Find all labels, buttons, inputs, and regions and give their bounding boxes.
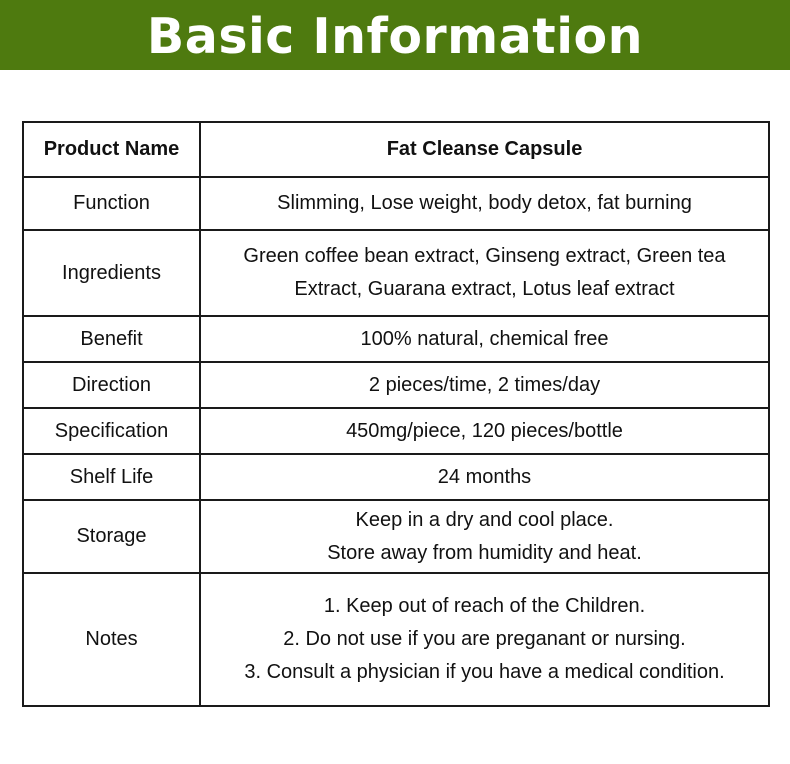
table-row xyxy=(23,230,769,316)
row-value-notes xyxy=(200,573,769,706)
row-value-line: Extract, Guarana extract, Lotus leaf extract xyxy=(294,278,675,300)
row-value-line: 1. Keep out of reach of the Children. xyxy=(323,595,646,617)
row-value-storage xyxy=(200,500,769,573)
row-value-line: Green coffee bean extract, Ginseng extract, Green tea xyxy=(243,245,726,267)
row-label-direction: Direction xyxy=(23,362,200,408)
table-header-row xyxy=(23,122,769,177)
row-value-ingredients xyxy=(200,230,769,316)
page-title: Basic Information xyxy=(146,7,644,65)
product-info-table xyxy=(22,121,770,707)
row-value-line: 450mg/piece, 120 pieces/bottle xyxy=(346,419,623,442)
row-label-specification: Specification xyxy=(23,408,200,454)
row-value-line: 2 pieces/time, 2 times/day xyxy=(368,373,601,396)
table-row xyxy=(23,500,769,573)
row-value-shelf-life xyxy=(200,454,769,500)
row-label-notes: Notes xyxy=(23,573,200,706)
table-row xyxy=(23,408,769,454)
row-label-benefit: Benefit xyxy=(23,316,200,362)
row-value-line: 100% natural, chemical free xyxy=(360,327,609,350)
title-banner xyxy=(0,0,790,70)
row-label-storage: Storage xyxy=(23,500,200,573)
row-value-function xyxy=(200,177,769,230)
table-row xyxy=(23,454,769,500)
row-value-line: 3. Consult a physician if you have a medical condition. xyxy=(244,661,725,683)
header-value-cell: Fat Cleanse Capsule xyxy=(200,122,769,177)
row-value-line: Keep in a dry and cool place. xyxy=(355,508,614,531)
row-value-line: 24 months xyxy=(437,465,532,488)
row-value-benefit xyxy=(200,316,769,362)
row-label-function: Function xyxy=(23,177,200,230)
row-label-shelf-life: Shelf Life xyxy=(23,454,200,500)
row-value-line: 2. Do not use if you are preganant or nursing. xyxy=(283,628,686,650)
row-value-direction xyxy=(200,362,769,408)
header-label-cell: Product Name xyxy=(23,122,200,177)
row-value-specification xyxy=(200,408,769,454)
row-label-ingredients: Ingredients xyxy=(23,230,200,316)
table-row xyxy=(23,362,769,408)
row-value-line: Slimming, Lose weight, body detox, fat burning xyxy=(277,192,692,214)
table-row xyxy=(23,316,769,362)
row-value-line: Store away from humidity and heat. xyxy=(327,541,642,564)
table-row xyxy=(23,573,769,706)
table-row xyxy=(23,177,769,230)
